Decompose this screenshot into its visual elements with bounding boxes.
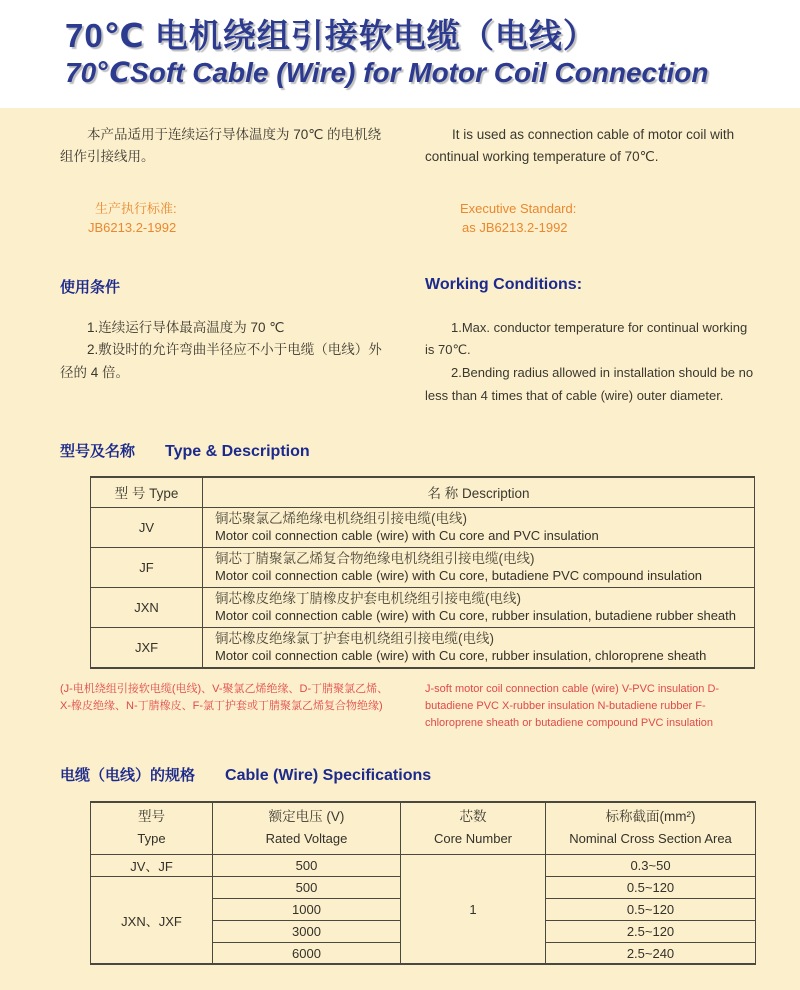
table-row <box>91 508 755 548</box>
spec-section-cell: 2.5~240 <box>546 942 756 964</box>
spec-header-section-en: Nominal Cross Section Area <box>569 830 732 846</box>
spec-section-cell: 0.5~120 <box>546 898 756 920</box>
working-condition-zh-2: 2.敷设时的允许弯曲半径应不小于电缆（电线）外径的 4 倍。 <box>60 342 382 381</box>
spec-voltage-cell: 500 <box>213 876 401 898</box>
intro-paragraph-zh: 本产品适用于连续运行导体温度为 70℃ 的电机绕组作引接线用。 <box>60 127 382 165</box>
type-section-heading <box>0 440 800 461</box>
spec-header-voltage-zh: 额定电压 (V) <box>268 809 345 825</box>
spec-voltage-cell: 500 <box>213 854 401 876</box>
working-conditions-title-zh: 使用条件 <box>60 278 121 296</box>
spec-header-section-zh: 标称截面(mm²) <box>605 809 696 825</box>
type-cell: JXF <box>91 628 203 669</box>
spec-section-title-en: Cable (Wire) Specifications <box>225 767 432 785</box>
intro-row <box>0 124 800 169</box>
spec-header-section <box>546 802 756 854</box>
standard-value-zh: JB6213.2-1992 <box>88 220 177 236</box>
table-row <box>91 628 755 669</box>
spec-header-type <box>91 802 213 854</box>
description-en: Motor coil connection cable (wire) with Cu core, rubber insulation, chloroprene sheath <box>215 647 707 663</box>
spec-type-cell: JV、JF <box>91 854 213 876</box>
standard-label-zh: 生产执行标准: <box>95 200 177 216</box>
type-cell: JF <box>91 548 203 588</box>
type-column-header: 型 号 Type <box>91 477 203 508</box>
spec-section-cell: 0.3~50 <box>546 854 756 876</box>
content-band <box>0 108 800 990</box>
page-header <box>0 0 800 108</box>
type-section-title-zh: 型号及名称 <box>60 442 136 460</box>
type-cell: JXN <box>91 588 203 628</box>
spec-section-cell: 2.5~120 <box>546 920 756 942</box>
working-condition-zh-1: 1.连续运行导体最高温度为 70 ℃ <box>87 319 285 335</box>
working-condition-en-2: 2.Bending radius allowed in installation should be no less than 4 times that of cable (wire) outer diameter. <box>425 365 754 403</box>
description-zh: 铜芯橡皮绝缘丁腈橡皮护套电机绕组引接电缆(电线) <box>215 591 521 607</box>
legend-note-en: J-soft motor coil connection cable (wire) V-PVC insulation D-butadiene PVC X-rubber insulation N-butadiene rubber F-chloroprene sheath or butadiene compound PVC insulation <box>425 683 720 730</box>
spec-row <box>91 854 756 876</box>
standard-label-en: Executive Standard: <box>460 200 577 216</box>
spec-voltage-cell: 6000 <box>213 942 401 964</box>
standards-row <box>0 199 800 238</box>
description-en: Motor coil connection cable (wire) with Cu core, butadiene PVC compound insulation <box>215 567 703 583</box>
type-description-table <box>90 476 755 670</box>
description-en: Motor coil connection cable (wire) with Cu core, rubber insulation, butadiene rubber sheath <box>215 607 737 623</box>
spec-header-core-zh: 芯数 <box>459 809 487 825</box>
standard-value-en: as JB6213.2-1992 <box>462 220 568 236</box>
intro-paragraph-en: It is used as connection cable of motor coil with continual working temperature of 70℃. <box>425 127 735 164</box>
spec-header-voltage <box>213 802 401 854</box>
specifications-table <box>90 801 756 965</box>
spec-header-row <box>91 802 756 854</box>
description-zh: 铜芯橡皮绝缘氯丁护套电机绕组引接电缆(电线) <box>215 631 494 647</box>
spec-voltage-cell: 3000 <box>213 920 401 942</box>
legend-note-zh: (J-电机绕组引接软电缆(电线)、V-聚氯乙烯绝缘、D-丁腈聚氯乙烯、X-橡皮绝缘、N-丁腈橡皮、F-氯丁护套或丁腈聚氯乙烯复合物绝缘) <box>60 683 389 713</box>
spec-type-cell: JXN、JXF <box>91 876 213 964</box>
working-condition-en-1: 1.Max. conductor temperature for continual working is 70℃. <box>425 319 748 358</box>
type-cell: JV <box>91 508 203 548</box>
working-conditions-title-en: Working Conditions: <box>425 275 583 293</box>
working-conditions-items <box>0 317 800 408</box>
legend-notes <box>0 681 800 732</box>
working-conditions-headings <box>0 276 800 297</box>
page-title-zh: 70℃ 电机绕组引接软电缆（电线） <box>65 17 597 54</box>
description-zh: 铜芯聚氯乙烯绝缘电机绕组引接电缆(电线) <box>215 511 467 527</box>
spec-header-type-en: Type <box>137 830 166 846</box>
description-zh: 铜芯丁腈聚氯乙烯复合物绝缘电机绕组引接电缆(电线) <box>215 551 535 567</box>
table-row <box>91 588 755 628</box>
description-en: Motor coil connection cable (wire) with Cu core and PVC insulation <box>215 527 599 543</box>
spec-voltage-cell: 1000 <box>213 898 401 920</box>
spec-section-title-zh: 电缆（电线）的规格 <box>60 767 196 785</box>
spec-header-core <box>401 802 546 854</box>
spec-section-cell: 0.5~120 <box>546 876 756 898</box>
page-title-en: 70℃Soft Cable (Wire) for Motor Coil Connection <box>65 56 709 88</box>
spec-section-heading <box>0 764 800 785</box>
type-section-title-en: Type & Description <box>165 442 310 460</box>
spec-header-voltage-en: Rated Voltage <box>265 830 348 846</box>
spec-header-type-zh: 型号 <box>138 809 165 825</box>
spec-core-number-cell: 1 <box>401 854 546 964</box>
description-column-header: 名 称 Description <box>203 477 755 508</box>
table-header-row <box>91 477 755 508</box>
table-row <box>91 548 755 588</box>
spec-header-core-en: Core Number <box>433 830 513 846</box>
